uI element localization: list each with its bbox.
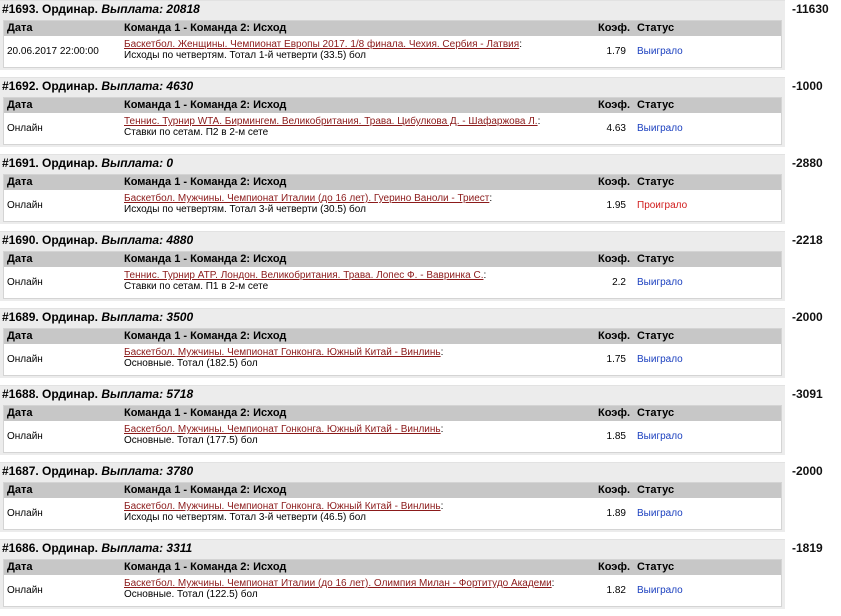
table-row [4,344,781,375]
bet-date: 20.06.2017 22:00:00 [7,46,99,57]
bet-number: #1691. [2,156,39,170]
bet-date: Онлайн [7,431,43,442]
bet-number: #1692. [2,79,39,93]
header-date: Дата [7,330,33,342]
bet-amount: -2000 [792,310,823,324]
bet-amount: -1000 [792,79,823,93]
header-status: Статус [637,484,675,496]
bet-status: Выиграло [637,431,683,442]
bet-header [0,385,785,403]
payout-value: 4880 [166,233,194,247]
bet-type: Ординар. [42,233,98,247]
bet-amount: -2218 [792,233,823,247]
bet-header [0,0,785,18]
bet-type: Ординар. [42,79,98,93]
header-date: Дата [7,561,33,573]
header-date: Дата [7,22,33,34]
table-row [4,113,781,144]
event-cell [124,424,443,446]
event-colon: : [489,193,493,204]
event-link[interactable]: Баскетбол. Женщины. Чемпионат Европы 2017. 1/8 финала. Чехия. Сербия - Латвия [124,39,520,50]
event-cell [124,501,443,523]
market-text: Ставки по сетам. П1 в 2-м сете [124,281,269,292]
event-cell [124,39,522,61]
bet-table-wrapper [0,325,785,378]
table-row [4,267,781,298]
bet-status: Выиграло [637,585,683,596]
table-row [4,575,781,606]
header-event: Команда 1 - Команда 2: Исход [124,484,287,496]
bet-status: Проиграло [637,200,688,211]
header-coef: Коэф. [598,22,631,34]
table-header [4,560,781,575]
header-date: Дата [7,99,33,111]
payout-label: Выплата: [101,387,164,401]
header-status: Статус [637,561,675,573]
header-date: Дата [7,407,33,419]
table-header [4,21,781,36]
header-date: Дата [7,253,33,265]
bet-table [3,97,782,145]
bet-date: Онлайн [7,585,43,596]
bet-number: #1686. [2,541,39,555]
bet-card [0,462,841,539]
bet-date: Онлайн [7,508,43,519]
bet-type: Ординар. [42,464,98,478]
header-event: Команда 1 - Команда 2: Исход [124,22,287,34]
table-row [4,498,781,529]
header-status: Статус [637,176,675,188]
bet-card [0,154,841,231]
payout-value: 0 [166,156,174,170]
payout-value: 4630 [166,79,194,93]
bet-number: #1687. [2,464,39,478]
market-text: Исходы по четвертям. Тотал 1-й четверти (33.5) бол [124,50,366,61]
bet-amount: -2880 [792,156,823,170]
bet-card [0,539,841,616]
bet-type: Ординар. [42,387,98,401]
bet-table-wrapper [0,248,785,301]
bet-table [3,174,782,222]
bet-date: Онлайн [7,200,43,211]
bet-table-wrapper [0,94,785,147]
header-status: Статус [637,407,675,419]
table-header [4,483,781,498]
bet-table [3,328,782,376]
bet-table-wrapper [0,17,785,70]
payout-label: Выплата: [101,2,164,16]
bet-card [0,0,841,77]
payout-label: Выплата: [101,541,164,555]
payout-label: Выплата: [101,233,164,247]
bet-coef: 2.2 [612,277,626,288]
payout-label: Выплата: [101,464,164,478]
header-event: Команда 1 - Команда 2: Исход [124,330,287,342]
bet-table [3,482,782,530]
header-status: Статус [637,253,675,265]
event-colon: : [440,501,444,512]
bet-header [0,231,785,249]
event-link[interactable]: Баскетбол. Мужчины. Чемпионат Италии (до 16 лет). Гуерино Ваноли - Триест [124,193,490,204]
bet-amount: -2000 [792,464,823,478]
bet-header [0,308,785,326]
bet-table-wrapper [0,479,785,532]
table-header [4,175,781,190]
bet-card [0,308,841,385]
bet-status: Выиграло [637,123,683,134]
event-cell [124,270,486,292]
header-coef: Коэф. [598,407,631,419]
bet-card [0,231,841,308]
table-row [4,421,781,452]
header-event: Команда 1 - Команда 2: Исход [124,253,287,265]
header-event: Команда 1 - Команда 2: Исход [124,99,287,111]
bet-coef: 1.85 [606,431,626,442]
bet-number: #1688. [2,387,39,401]
bet-table [3,251,782,299]
table-row [4,190,781,221]
bet-table-wrapper [0,402,785,455]
event-link[interactable]: Баскетбол. Мужчины. Чемпионат Гонконга. Южный Китай - Винлинь [124,501,441,512]
event-colon: : [537,116,541,127]
event-colon: : [483,270,487,281]
event-colon: : [551,578,555,589]
event-cell [124,116,540,138]
bet-status: Выиграло [637,46,683,57]
payout-label: Выплата: [101,156,164,170]
bet-table [3,405,782,453]
event-link[interactable]: Баскетбол. Мужчины. Чемпионат Италии (до 16 лет). Олимпия Милан - Фортитудо Академи [124,578,552,589]
table-header [4,329,781,344]
bet-header [0,462,785,480]
event-colon: : [519,39,522,50]
bet-coef: 1.95 [606,200,626,211]
table-header [4,252,781,267]
header-coef: Коэф. [598,253,631,265]
event-cell [124,578,554,600]
market-text: Ставки по сетам. П2 в 2-м сете [124,127,269,138]
bet-amount: -1819 [792,541,823,555]
bet-coef: 1.82 [606,585,626,596]
market-text: Исходы по четвертям. Тотал 3-й четверти (30.5) бол [124,204,366,215]
event-link[interactable]: Теннис. Турнир WTA. Бирмингем. Великобритания. Трава. Цибулкова Д. - Шафаржова Л. [124,116,538,127]
bet-coef: 1.75 [606,354,626,365]
bet-table-wrapper [0,171,785,224]
header-event: Команда 1 - Команда 2: Исход [124,407,287,419]
event-link[interactable]: Баскетбол. Мужчины. Чемпионат Гонконга. Южный Китай - Винлинь [124,347,441,358]
payout-value: 3311 [166,541,193,555]
bet-coef: 1.79 [606,46,626,57]
bet-header [0,77,785,95]
header-event: Команда 1 - Команда 2: Исход [124,176,287,188]
bet-status: Выиграло [637,277,683,288]
bet-number: #1689. [2,310,39,324]
market-text: Исходы по четвертям. Тотал 3-й четверти (46.5) бол [124,512,366,523]
bet-amount: -3091 [792,387,823,401]
bet-header [0,154,785,172]
bet-date: Онлайн [7,354,43,365]
bet-number: #1690. [2,233,39,247]
bet-number: #1693. [2,2,39,16]
bet-table [3,20,782,68]
header-coef: Коэф. [598,561,631,573]
header-coef: Коэф. [598,99,631,111]
table-header [4,98,781,113]
payout-value: 5718 [166,387,194,401]
payout-label: Выплата: [101,310,164,324]
bet-date: Онлайн [7,123,43,134]
bet-type: Ординар. [42,156,98,170]
market-text: Основные. Тотал (182.5) бол [124,358,258,369]
bet-status: Выиграло [637,354,683,365]
header-date: Дата [7,484,33,496]
header-status: Статус [637,22,675,34]
header-event: Команда 1 - Команда 2: Исход [124,561,287,573]
event-cell [124,347,443,369]
header-status: Статус [637,99,675,111]
bet-status: Выиграло [637,508,683,519]
header-coef: Коэф. [598,176,631,188]
payout-value: 20818 [166,2,200,16]
bet-coef: 4.63 [606,123,626,134]
event-link[interactable]: Теннис. Турнир ATP. Лондон. Великобритания. Трава. Лопес Ф. - Вавринка С. [124,270,484,281]
payout-label: Выплата: [101,79,164,93]
table-header [4,406,781,421]
bet-card [0,385,841,462]
bet-date: Онлайн [7,277,43,288]
event-cell [124,193,492,215]
market-text: Основные. Тотал (122.5) бол [124,589,258,600]
header-coef: Коэф. [598,484,631,496]
bet-type: Ординар. [42,541,98,555]
event-link[interactable]: Баскетбол. Мужчины. Чемпионат Гонконга. Южный Китай - Винлинь [124,424,441,435]
bet-card [0,77,841,154]
bet-table [3,559,782,607]
header-date: Дата [7,176,33,188]
header-status: Статус [637,330,675,342]
event-colon: : [440,424,444,435]
bet-table-wrapper [0,556,785,609]
bet-type: Ординар. [42,2,98,16]
bet-header [0,539,785,557]
table-row [4,36,781,67]
market-text: Основные. Тотал (177.5) бол [124,435,258,446]
payout-value: 3500 [166,310,194,324]
bet-coef: 1.89 [606,508,626,519]
bet-type: Ординар. [42,310,98,324]
payout-value: 3780 [166,464,194,478]
event-colon: : [440,347,444,358]
bet-amount: -11630 [792,2,829,16]
header-coef: Коэф. [598,330,631,342]
